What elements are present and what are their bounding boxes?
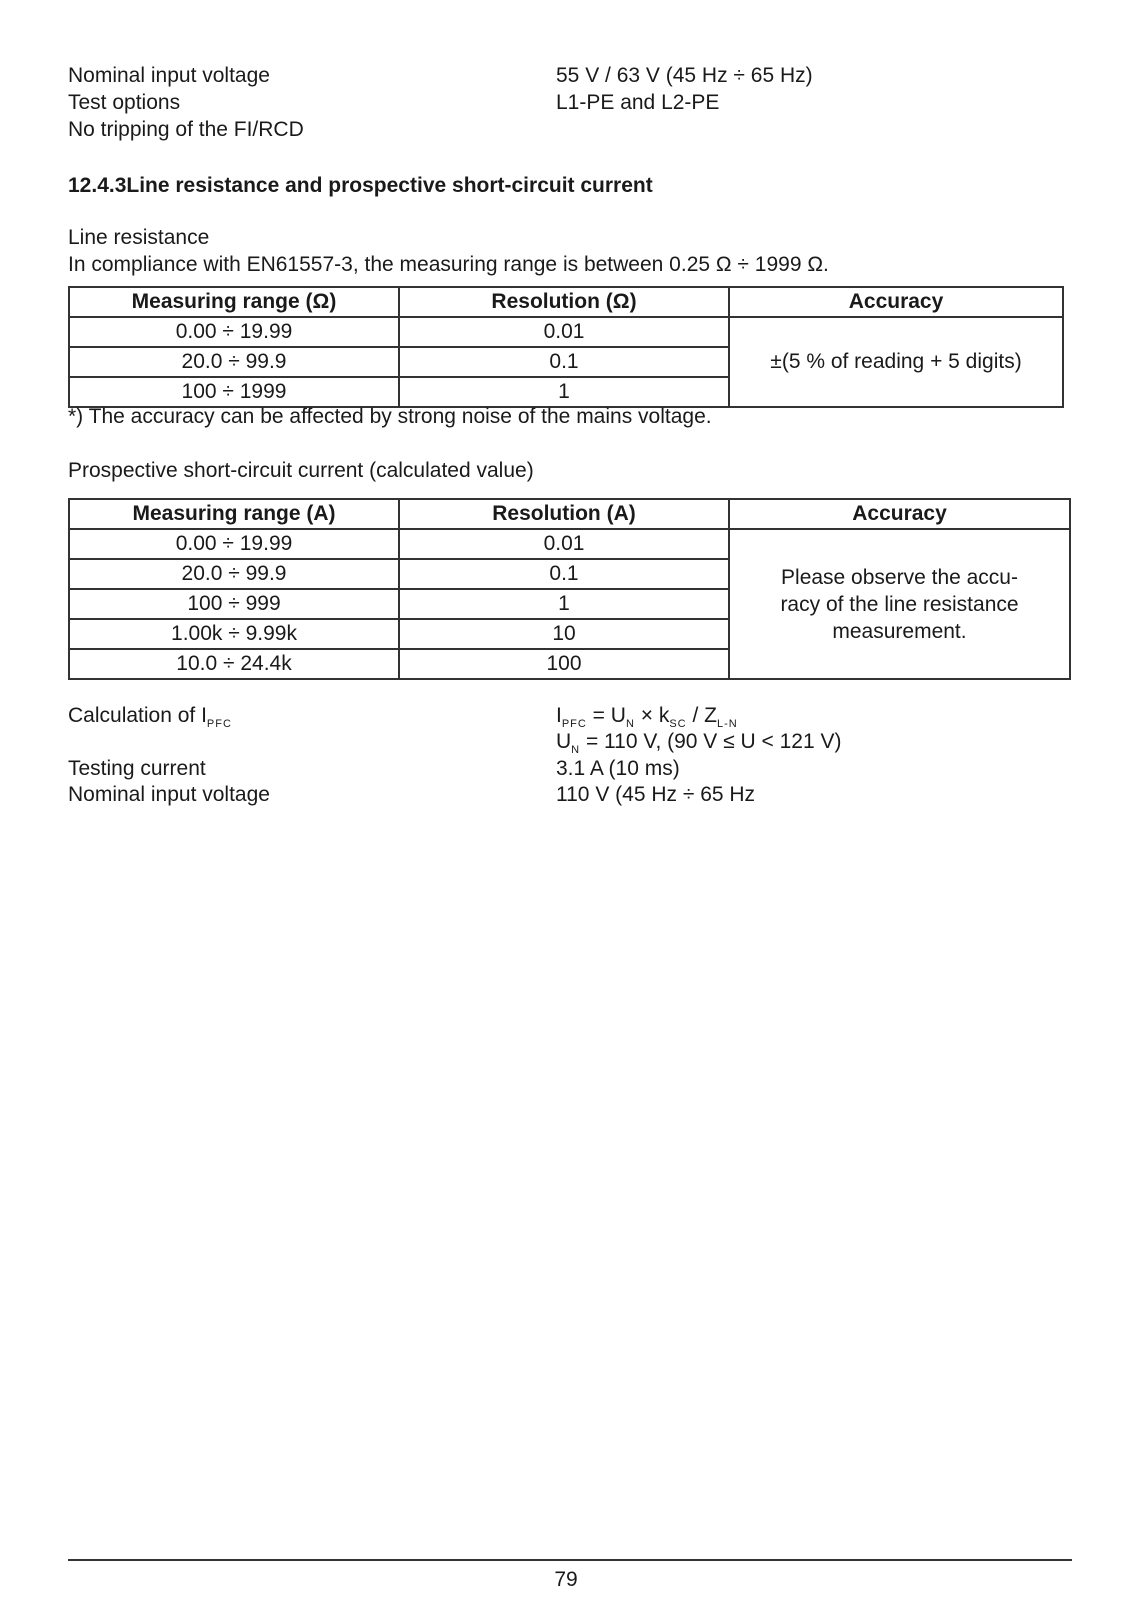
spec-value: 3.1 A (10 ms) — [556, 757, 680, 780]
subscript: PFC — [206, 718, 232, 730]
subscript: SC — [669, 718, 687, 730]
spec-row — [68, 755, 1064, 783]
spec-value: 55 V / 63 V (45 Hz ÷ 65 Hz) — [556, 64, 813, 87]
column-header: Measuring range (Ω) — [69, 287, 399, 317]
footer-divider — [68, 1559, 1072, 1561]
table-row — [69, 317, 1063, 347]
section-heading: 12.4.3Line resistance and prospective short-circuit current — [68, 174, 653, 197]
accuracy-line: Please observe the accu- — [781, 565, 1018, 589]
resolution-cell: 0.01 — [399, 529, 729, 559]
resolution-cell: 1 — [399, 589, 729, 619]
spec-row — [68, 89, 1064, 117]
range-cell: 20.0 ÷ 99.9 — [69, 559, 399, 589]
range-cell: 1.00k ÷ 9.99k — [69, 619, 399, 649]
formula-part: I — [556, 704, 562, 727]
resolution-cell: 1 — [399, 377, 729, 407]
accuracy-line: measurement. — [832, 619, 967, 643]
column-header: Resolution (Ω) — [399, 287, 729, 317]
line-resistance-intro: In compliance with EN61557-3, the measuring range is between 0.25 Ω ÷ 1999 Ω. — [68, 253, 829, 276]
resolution-cell: 100 — [399, 649, 729, 679]
resolution-cell: 0.1 — [399, 559, 729, 589]
calculation-label-text: Calculation of I — [68, 704, 207, 727]
range-cell: 20.0 ÷ 99.9 — [69, 347, 399, 377]
page-number: 79 — [554, 1568, 578, 1591]
formula-part: = U — [586, 704, 626, 727]
line-resistance-table — [68, 286, 1064, 408]
spec-row — [68, 781, 1064, 809]
spec-label: Nominal input voltage — [68, 783, 270, 806]
column-header: Accuracy — [729, 499, 1070, 529]
spec-row — [68, 116, 1064, 144]
subscript: N — [571, 744, 581, 756]
line-resistance-title: Line resistance — [68, 226, 210, 249]
resolution-cell: 0.01 — [399, 317, 729, 347]
spec-label: No tripping of the FI/RCD — [68, 118, 304, 141]
formula-part: / Z — [686, 704, 717, 727]
column-header: Measuring range (A) — [69, 499, 399, 529]
range-cell: 100 ÷ 999 — [69, 589, 399, 619]
table-header-row — [69, 287, 1063, 317]
column-header: Resolution (A) — [399, 499, 729, 529]
spec-label: Testing current — [68, 757, 206, 780]
spec-label: Test options — [68, 91, 181, 114]
accuracy-cell: ±(5 % of reading + 5 digits) — [729, 317, 1063, 407]
formula-part: U — [556, 730, 572, 753]
accuracy-footnote: *) The accuracy can be affected by strong noise of the mains voltage. — [68, 405, 712, 428]
accuracy-cell — [729, 529, 1070, 679]
spec-value: 110 V (45 Hz ÷ 65 Hz — [556, 783, 756, 806]
range-cell: 0.00 ÷ 19.99 — [69, 529, 399, 559]
spec-label: Nominal input voltage — [68, 64, 270, 87]
range-cell: 100 ÷ 1999 — [69, 377, 399, 407]
column-header: Accuracy — [729, 287, 1063, 317]
spec-row — [68, 62, 1064, 90]
spec-value: L1-PE and L2-PE — [556, 91, 720, 114]
table-header-row — [69, 499, 1070, 529]
accuracy-line: racy of the line resistance — [780, 592, 1019, 616]
subscript: PFC — [561, 718, 587, 730]
short-circuit-table — [68, 498, 1071, 680]
formula-part: = 110 V, (90 V ≤ U < 121 V) — [580, 730, 842, 753]
nominal-voltage-formula-row — [68, 728, 1064, 756]
short-circuit-title: Prospective short-circuit current (calculated value) — [68, 459, 534, 482]
resolution-cell: 0.1 — [399, 347, 729, 377]
subscript: L-N — [716, 718, 738, 730]
table-row — [69, 529, 1070, 559]
formula-part: × k — [634, 704, 670, 727]
subscript: N — [625, 718, 635, 730]
range-cell: 10.0 ÷ 24.4k — [69, 649, 399, 679]
resolution-cell: 10 — [399, 619, 729, 649]
calculation-row — [68, 702, 1064, 730]
range-cell: 0.00 ÷ 19.99 — [69, 317, 399, 347]
